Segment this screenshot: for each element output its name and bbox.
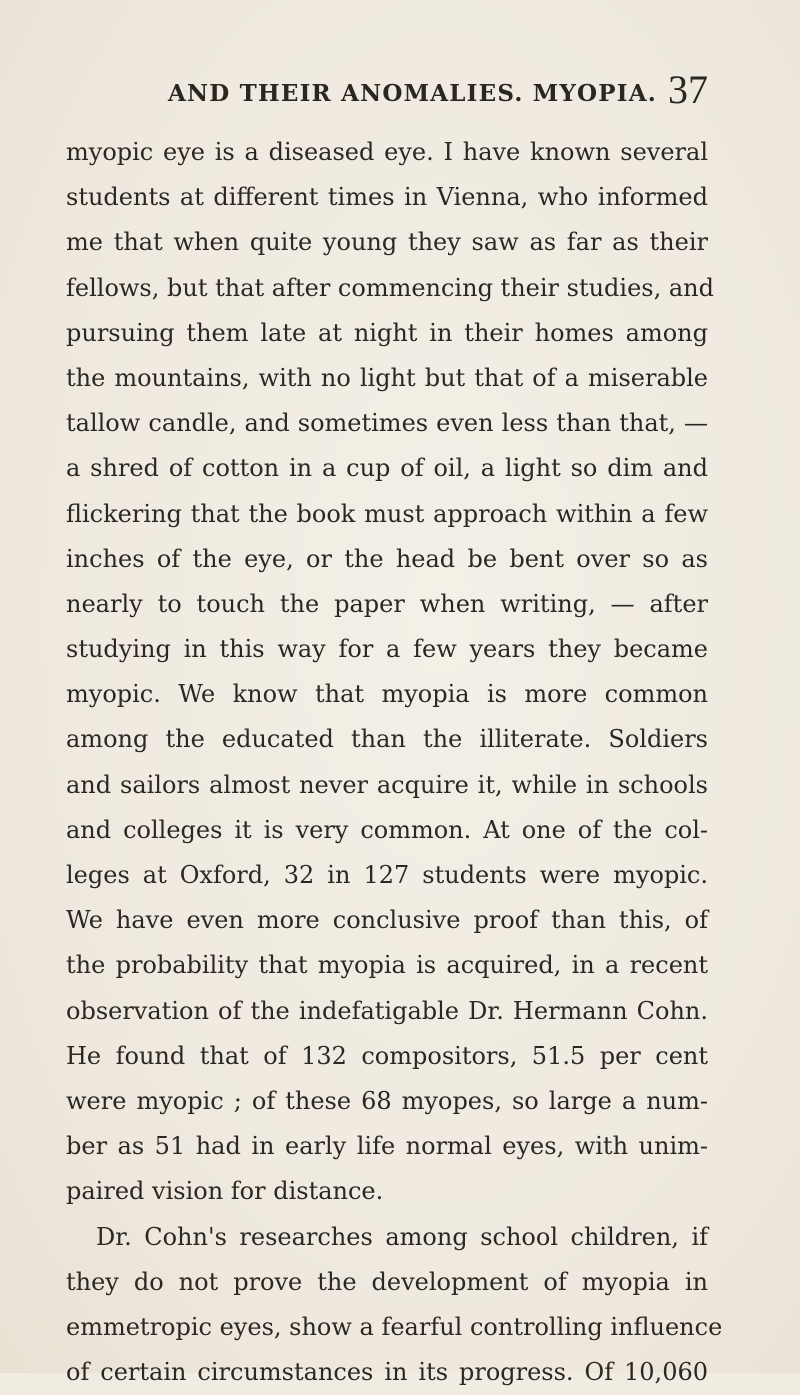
text-line: He found that of 132 compositors, 51.5 per cent	[66, 1041, 708, 1070]
text-line: paired vision for distance.	[66, 1177, 384, 1206]
text-line: among the educated than the illiterate. Soldiers	[66, 725, 708, 754]
text-line: leges at Oxford, 32 in 127 students were myopic.	[66, 861, 708, 889]
text-line: flickering that the book must approach within a few	[66, 499, 708, 528]
text-line: they do not prove the development of myopia in	[66, 1267, 708, 1296]
text-line: students at different times in Vienna, who informed	[66, 183, 708, 212]
text-line: inches of the eye, or the head be bent over so as	[66, 544, 708, 573]
text-line: and colleges it is very common. At one of the col-	[66, 815, 708, 844]
text-line: ber as 51 had in early life normal eyes, with unim-	[66, 1132, 708, 1161]
text-line: the mountains, with no light but that of a miserable	[66, 363, 708, 392]
text-line: me that when quite young they saw as far as their	[66, 228, 708, 257]
body-text	[66, 130, 723, 1395]
running-head	[168, 67, 708, 116]
text-line: the probability that myopia is acquired, in a recent	[66, 951, 708, 980]
text-line: myopic. We know that myopia is more common	[66, 680, 708, 709]
text-line: and sailors almost never acquire it, while in schools	[66, 770, 708, 799]
text-line: were myopic ; of these 68 myopes, so large a num-	[66, 1086, 708, 1115]
text-line: Dr. Cohn's researches among school children, if	[96, 1222, 708, 1251]
text-line: fellows, but that after commencing their studies, and	[66, 273, 714, 302]
page-number: 37	[668, 67, 708, 112]
text-line: pursuing them late at night in their homes among	[66, 318, 708, 347]
text-line: studying in this way for a few years they became	[66, 635, 708, 664]
text-line: a shred of cotton in a cup of oil, a light so dim and	[66, 454, 708, 483]
text-line: observation of the indefatigable Dr. Hermann Cohn.	[66, 996, 708, 1025]
text-line: of certain circumstances in its progress. Of 10,060	[66, 1358, 708, 1387]
text-line: myopic eye is a diseased eye. I have known several	[66, 138, 708, 166]
text-line: We have even more conclusive proof than this, of	[66, 906, 708, 935]
text-line: tallow candle, and sometimes even less than that, —	[66, 409, 708, 438]
running-title: AND THEIR ANOMALIES. MYOPIA.	[168, 80, 657, 107]
text-line: emmetropic eyes, show a fearful controlling influence	[66, 1312, 723, 1341]
text-line: nearly to touch the paper when writing, — after	[66, 589, 708, 618]
